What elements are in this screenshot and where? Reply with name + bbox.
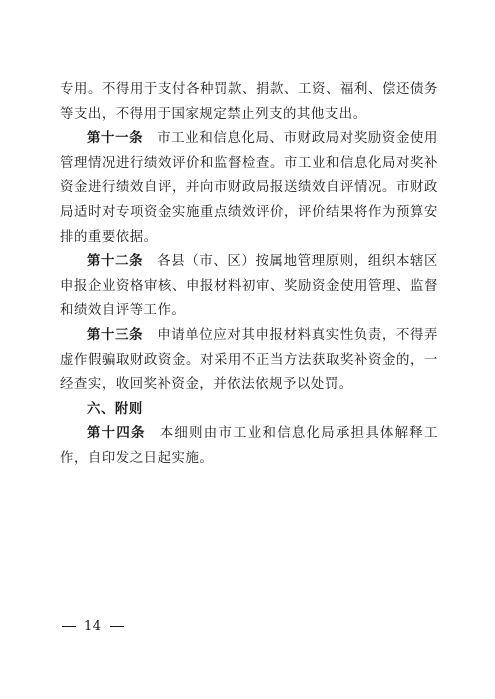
section-heading	[60, 398, 438, 423]
footer-dash-left	[62, 626, 76, 627]
article-12	[60, 250, 438, 324]
article-label: 第十一条	[87, 131, 144, 147]
article-13	[60, 324, 438, 398]
article-text: 市工业和信息化局、市财政局对奖励资金使用管理情况进行绩效评价和监督检查。市工业和信息化局对奖补资金进行绩效自评，并向市财政局报送绩效自评情况。市财政局适时对专项资金实施重点绩效评价，评价结果将作为预算安排的重要依据。	[60, 131, 438, 245]
article-14	[60, 422, 438, 471]
page-number: 14	[84, 619, 102, 634]
document-body	[60, 78, 438, 472]
article-label: 第十四条	[87, 426, 146, 442]
article-label: 第十二条	[87, 254, 144, 270]
article-text: 本细则由市工业和信息化局承担具体解释工作，自印发之日起实施。	[60, 426, 439, 466]
paragraph-text: 专用。不得用于支付各种罚款、捐款、工资、福利、偿还债务等支出，不得用于国家规定禁止列支的其他支出。	[60, 82, 438, 122]
article-11	[60, 127, 438, 250]
paragraph-continuation	[60, 78, 438, 127]
article-label: 第十三条	[87, 327, 144, 343]
page-footer	[62, 619, 124, 634]
section-heading-text: 六、附则	[87, 401, 143, 417]
article-text: 申请单位应对其申报材料真实性负责，不得弄虚作假骗取财政资金。对采用不正当方法获取奖补资金的，一经查实，收回奖补资金，并依法依规予以处罚。	[60, 327, 438, 393]
footer-dash-right	[110, 626, 124, 627]
article-text: 各县（市、区）按属地管理原则，组织本辖区申报企业资格审核、申报材料初审、奖励资金使用管理、监督和绩效自评等工作。	[60, 254, 438, 319]
